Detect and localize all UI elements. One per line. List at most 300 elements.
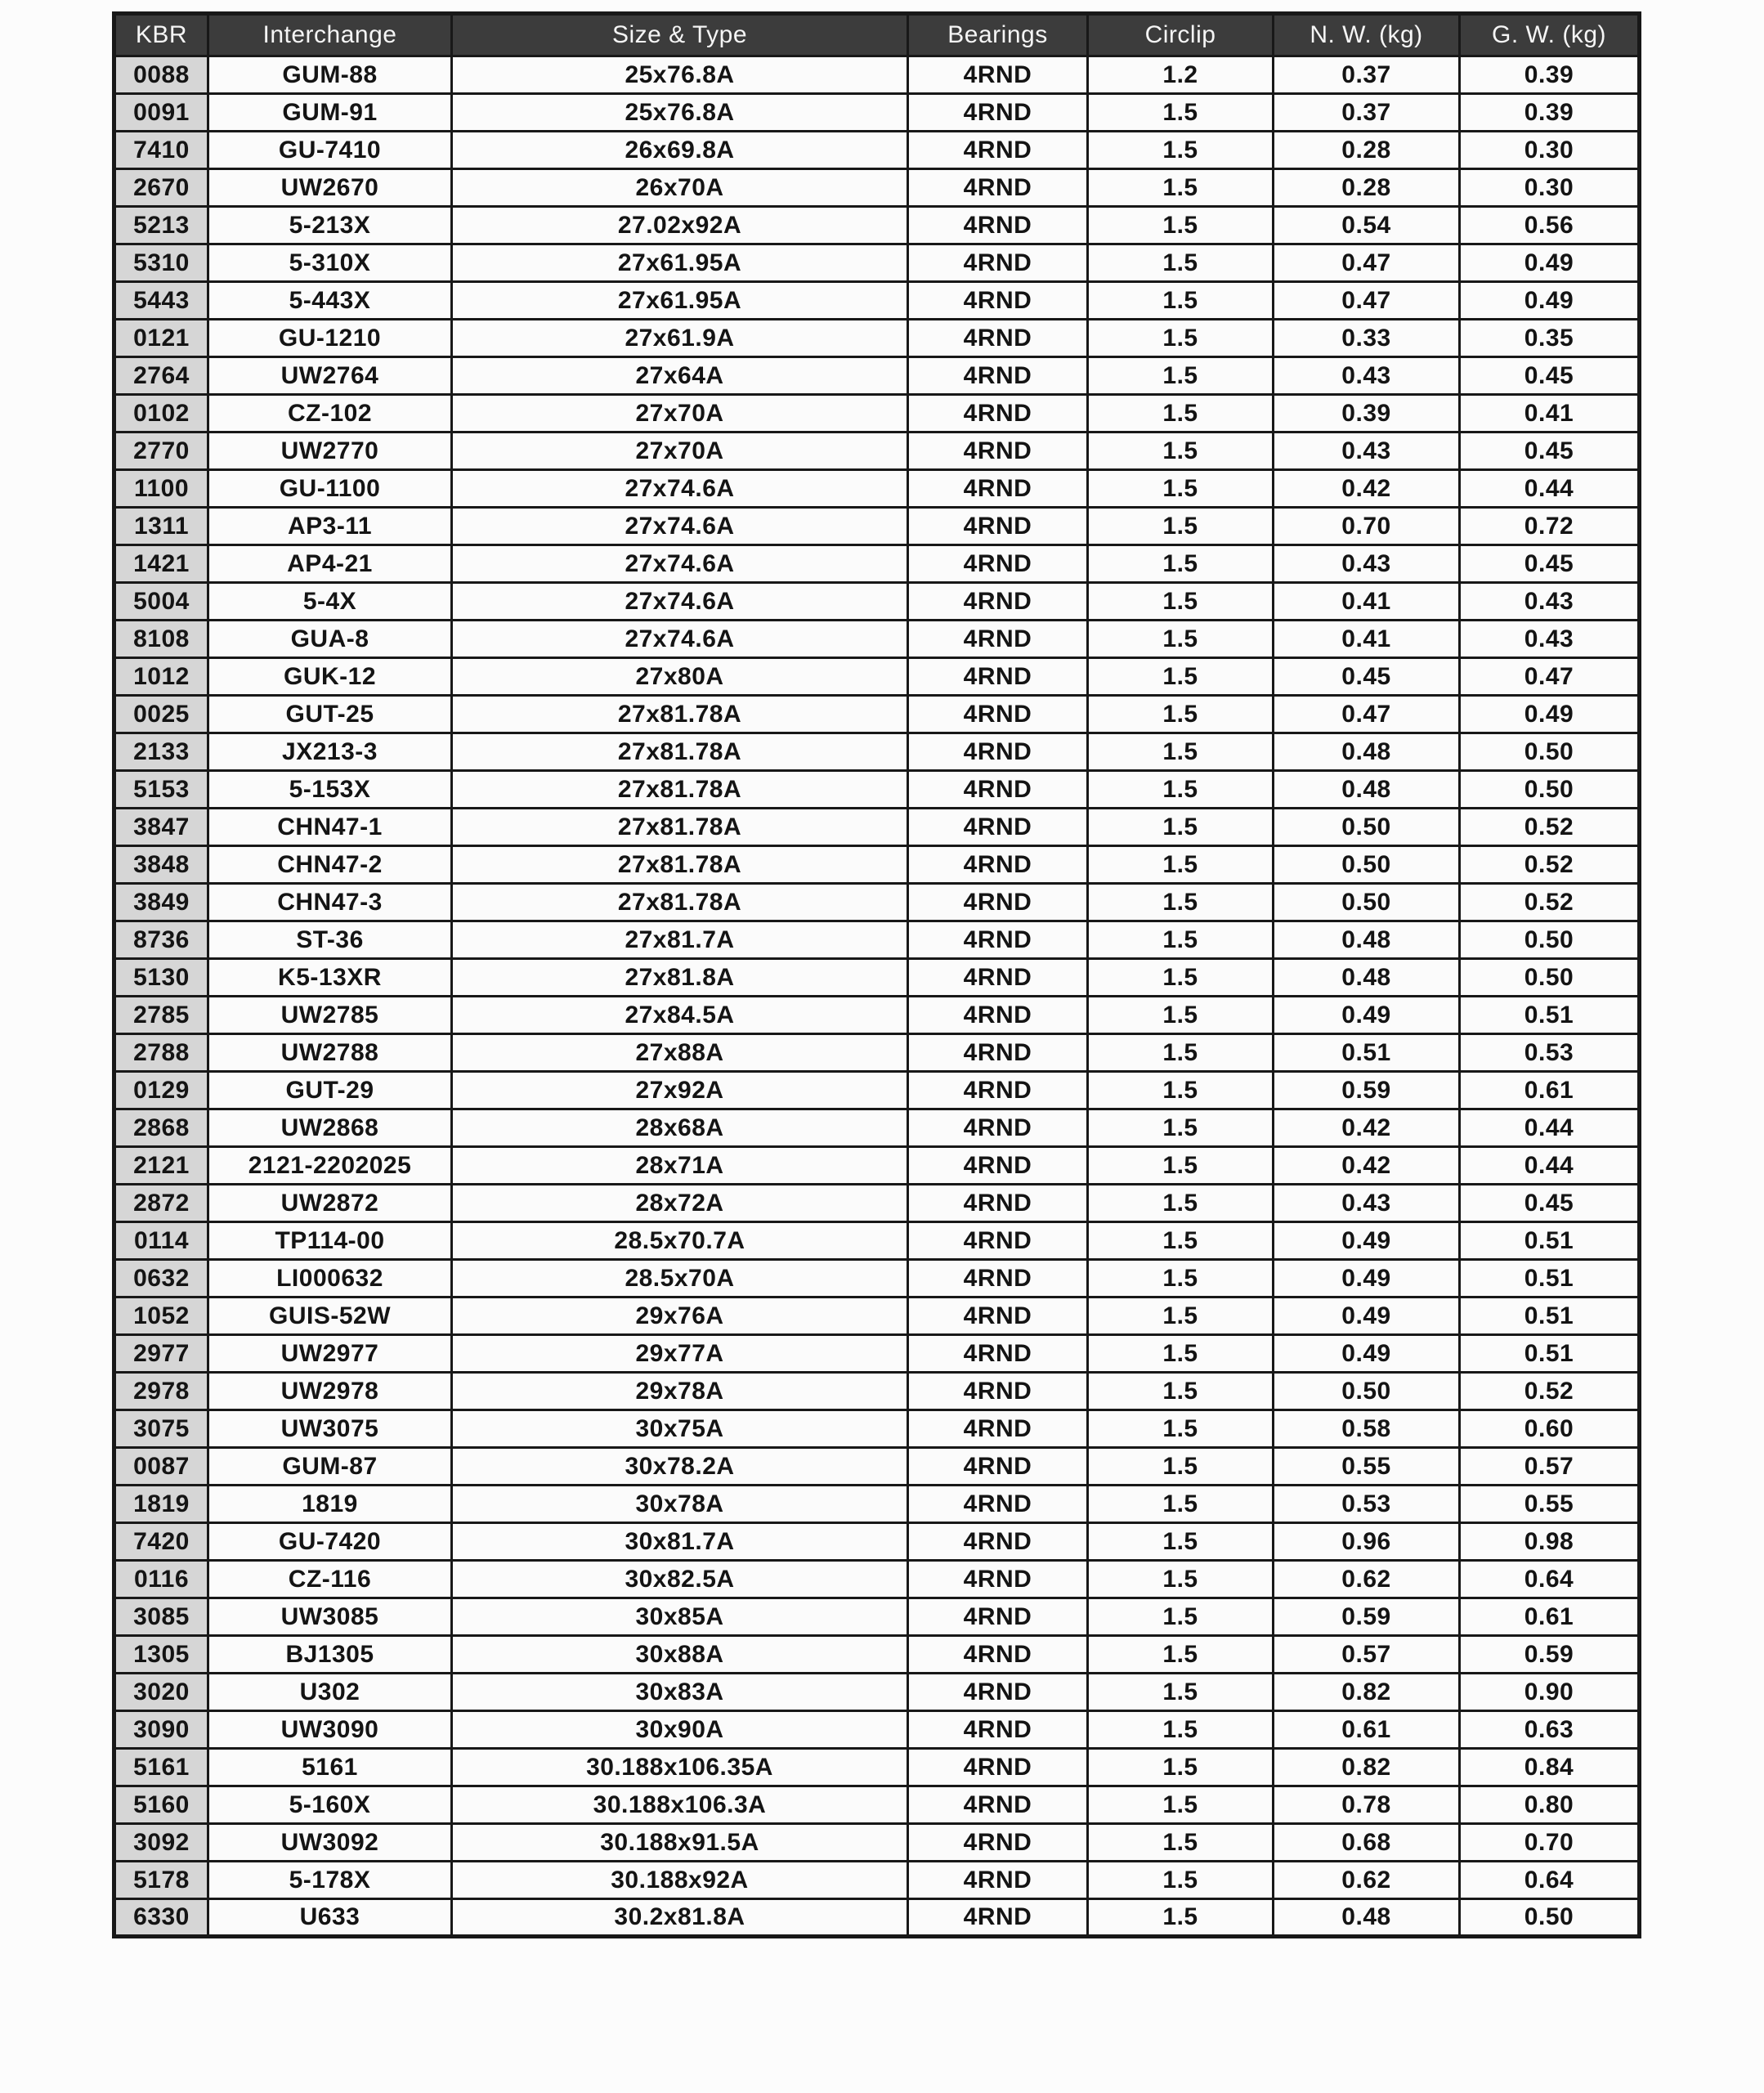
table-header <box>114 14 1640 56</box>
cell-interchange: CZ-102 <box>208 395 452 432</box>
cell-circlip: 1.5 <box>1088 959 1274 997</box>
cell-interchange: GUT-25 <box>208 696 452 733</box>
cell-kbr: 0087 <box>114 1448 208 1486</box>
cell-gw_kg: 0.49 <box>1460 696 1640 733</box>
table-row <box>114 1711 1640 1749</box>
cell-nw_kg: 0.48 <box>1274 1899 1460 1937</box>
cell-nw_kg: 0.50 <box>1274 846 1460 884</box>
cell-circlip: 1.5 <box>1088 733 1274 771</box>
table-row <box>114 169 1640 207</box>
table-row <box>114 1373 1640 1410</box>
cell-size_type: 26x70A <box>452 169 908 207</box>
table-row <box>114 921 1640 959</box>
cell-nw_kg: 0.59 <box>1274 1598 1460 1636</box>
cell-kbr: 0088 <box>114 56 208 94</box>
cell-nw_kg: 0.42 <box>1274 1147 1460 1185</box>
cell-circlip: 1.5 <box>1088 207 1274 244</box>
table-row <box>114 1674 1640 1711</box>
cell-size_type: 27x81.78A <box>452 809 908 846</box>
cell-circlip: 1.5 <box>1088 884 1274 921</box>
cell-interchange: ST-36 <box>208 921 452 959</box>
cell-nw_kg: 0.43 <box>1274 357 1460 395</box>
cell-gw_kg: 0.50 <box>1460 921 1640 959</box>
cell-bearings: 4RND <box>908 1297 1088 1335</box>
cell-interchange: CHN47-1 <box>208 809 452 846</box>
cell-bearings: 4RND <box>908 1109 1088 1147</box>
table-row <box>114 1561 1640 1598</box>
table-row <box>114 1749 1640 1786</box>
cell-gw_kg: 0.57 <box>1460 1448 1640 1486</box>
cell-gw_kg: 0.50 <box>1460 771 1640 809</box>
table-row <box>114 432 1640 470</box>
cell-circlip: 1.5 <box>1088 1749 1274 1786</box>
cell-gw_kg: 0.43 <box>1460 583 1640 621</box>
cell-interchange: 5-178X <box>208 1862 452 1899</box>
cell-circlip: 1.5 <box>1088 244 1274 282</box>
cell-nw_kg: 0.55 <box>1274 1448 1460 1486</box>
cell-circlip: 1.5 <box>1088 1786 1274 1824</box>
cell-kbr: 3020 <box>114 1674 208 1711</box>
cell-interchange: UW2977 <box>208 1335 452 1373</box>
cell-gw_kg: 0.43 <box>1460 621 1640 658</box>
cell-circlip: 1.5 <box>1088 1523 1274 1561</box>
cell-gw_kg: 0.55 <box>1460 1486 1640 1523</box>
cell-gw_kg: 0.51 <box>1460 997 1640 1034</box>
cell-bearings: 4RND <box>908 169 1088 207</box>
cell-size_type: 25x76.8A <box>452 56 908 94</box>
cell-size_type: 29x78A <box>452 1373 908 1410</box>
cell-bearings: 4RND <box>908 1674 1088 1711</box>
cell-interchange: K5-13XR <box>208 959 452 997</box>
cell-bearings: 4RND <box>908 621 1088 658</box>
cell-size_type: 27x61.9A <box>452 320 908 357</box>
table-row <box>114 1185 1640 1222</box>
cell-nw_kg: 0.50 <box>1274 884 1460 921</box>
cell-bearings: 4RND <box>908 733 1088 771</box>
cell-interchange: 2121-2202025 <box>208 1147 452 1185</box>
cell-nw_kg: 0.49 <box>1274 1335 1460 1373</box>
table-row <box>114 1523 1640 1561</box>
cell-gw_kg: 0.59 <box>1460 1636 1640 1674</box>
cell-interchange: GU-1210 <box>208 320 452 357</box>
cell-nw_kg: 0.41 <box>1274 621 1460 658</box>
cell-circlip: 1.5 <box>1088 94 1274 132</box>
table-row <box>114 1636 1640 1674</box>
table-body <box>114 56 1640 1937</box>
cell-kbr: 2770 <box>114 432 208 470</box>
cell-interchange: GU-7410 <box>208 132 452 169</box>
cell-size_type: 30.2x81.8A <box>452 1899 908 1937</box>
table-row <box>114 395 1640 432</box>
cell-circlip: 1.5 <box>1088 470 1274 508</box>
cell-nw_kg: 0.62 <box>1274 1862 1460 1899</box>
cell-kbr: 5443 <box>114 282 208 320</box>
table-row <box>114 470 1640 508</box>
cell-kbr: 0114 <box>114 1222 208 1260</box>
cell-gw_kg: 0.64 <box>1460 1561 1640 1598</box>
cell-gw_kg: 0.98 <box>1460 1523 1640 1561</box>
cell-bearings: 4RND <box>908 1373 1088 1410</box>
cell-interchange: JX213-3 <box>208 733 452 771</box>
cell-kbr: 0121 <box>114 320 208 357</box>
cell-kbr: 6330 <box>114 1899 208 1937</box>
table-row <box>114 1448 1640 1486</box>
cell-circlip: 1.5 <box>1088 809 1274 846</box>
cell-interchange: 5-310X <box>208 244 452 282</box>
cell-size_type: 30x88A <box>452 1636 908 1674</box>
cell-gw_kg: 0.64 <box>1460 1862 1640 1899</box>
cell-size_type: 30.188x106.35A <box>452 1749 908 1786</box>
table-row <box>114 997 1640 1034</box>
cell-nw_kg: 0.50 <box>1274 809 1460 846</box>
cell-circlip: 1.5 <box>1088 1222 1274 1260</box>
cell-interchange: 5-4X <box>208 583 452 621</box>
cell-gw_kg: 0.51 <box>1460 1297 1640 1335</box>
cell-interchange: GUK-12 <box>208 658 452 696</box>
cell-kbr: 1421 <box>114 545 208 583</box>
cell-size_type: 27x92A <box>452 1072 908 1109</box>
cell-nw_kg: 0.54 <box>1274 207 1460 244</box>
cell-bearings: 4RND <box>908 1523 1088 1561</box>
column-header-gw_kg: G. W. (kg) <box>1460 14 1640 56</box>
cell-bearings: 4RND <box>908 771 1088 809</box>
cell-kbr: 5213 <box>114 207 208 244</box>
cell-circlip: 1.5 <box>1088 771 1274 809</box>
table-row <box>114 658 1640 696</box>
cell-bearings: 4RND <box>908 1824 1088 1862</box>
cell-nw_kg: 0.47 <box>1274 244 1460 282</box>
cell-kbr: 7420 <box>114 1523 208 1561</box>
cell-bearings: 4RND <box>908 696 1088 733</box>
cell-kbr: 1100 <box>114 470 208 508</box>
cell-size_type: 28x71A <box>452 1147 908 1185</box>
cell-nw_kg: 0.48 <box>1274 921 1460 959</box>
cell-size_type: 30.188x91.5A <box>452 1824 908 1862</box>
cell-kbr: 0632 <box>114 1260 208 1297</box>
cell-circlip: 1.5 <box>1088 1636 1274 1674</box>
cell-kbr: 0025 <box>114 696 208 733</box>
cell-kbr: 5004 <box>114 583 208 621</box>
cell-bearings: 4RND <box>908 1862 1088 1899</box>
cell-bearings: 4RND <box>908 94 1088 132</box>
table-row <box>114 1862 1640 1899</box>
cell-circlip: 1.5 <box>1088 1899 1274 1937</box>
cell-nw_kg: 0.61 <box>1274 1711 1460 1749</box>
cell-bearings: 4RND <box>908 583 1088 621</box>
cell-nw_kg: 0.37 <box>1274 56 1460 94</box>
cell-circlip: 1.5 <box>1088 1486 1274 1523</box>
cell-nw_kg: 0.58 <box>1274 1410 1460 1448</box>
cell-size_type: 30x82.5A <box>452 1561 908 1598</box>
cell-kbr: 1012 <box>114 658 208 696</box>
cell-kbr: 2977 <box>114 1335 208 1373</box>
cell-circlip: 1.5 <box>1088 395 1274 432</box>
table-row <box>114 1034 1640 1072</box>
cell-interchange: 5-153X <box>208 771 452 809</box>
cell-nw_kg: 0.68 <box>1274 1824 1460 1862</box>
cell-gw_kg: 0.30 <box>1460 169 1640 207</box>
cell-circlip: 1.5 <box>1088 1410 1274 1448</box>
cell-interchange: GUM-91 <box>208 94 452 132</box>
cell-size_type: 27x81.78A <box>452 733 908 771</box>
cell-kbr: 0129 <box>114 1072 208 1109</box>
table-row <box>114 1260 1640 1297</box>
cell-gw_kg: 0.45 <box>1460 432 1640 470</box>
cell-kbr: 2133 <box>114 733 208 771</box>
cell-nw_kg: 0.78 <box>1274 1786 1460 1824</box>
cell-bearings: 4RND <box>908 545 1088 583</box>
column-header-interchange: Interchange <box>208 14 452 56</box>
cell-circlip: 1.5 <box>1088 132 1274 169</box>
cell-kbr: 3092 <box>114 1824 208 1862</box>
cell-size_type: 30x85A <box>452 1598 908 1636</box>
table-row <box>114 621 1640 658</box>
cell-interchange: UW3075 <box>208 1410 452 1448</box>
cell-gw_kg: 0.80 <box>1460 1786 1640 1824</box>
table-row <box>114 959 1640 997</box>
cell-gw_kg: 0.61 <box>1460 1072 1640 1109</box>
cell-gw_kg: 0.39 <box>1460 56 1640 94</box>
cell-kbr: 2764 <box>114 357 208 395</box>
cell-gw_kg: 0.72 <box>1460 508 1640 545</box>
cell-size_type: 27x64A <box>452 357 908 395</box>
cell-kbr: 2670 <box>114 169 208 207</box>
cell-interchange: UW2788 <box>208 1034 452 1072</box>
cell-circlip: 1.5 <box>1088 1109 1274 1147</box>
cell-gw_kg: 0.63 <box>1460 1711 1640 1749</box>
cell-nw_kg: 0.50 <box>1274 1373 1460 1410</box>
cell-nw_kg: 0.33 <box>1274 320 1460 357</box>
cell-size_type: 27.02x92A <box>452 207 908 244</box>
cell-interchange: UW2770 <box>208 432 452 470</box>
cell-size_type: 27x70A <box>452 395 908 432</box>
cell-kbr: 3090 <box>114 1711 208 1749</box>
cell-bearings: 4RND <box>908 432 1088 470</box>
cell-size_type: 28x72A <box>452 1185 908 1222</box>
cell-interchange: LI000632 <box>208 1260 452 1297</box>
cell-gw_kg: 0.47 <box>1460 658 1640 696</box>
cell-kbr: 1052 <box>114 1297 208 1335</box>
cell-interchange: GU-7420 <box>208 1523 452 1561</box>
cell-circlip: 1.5 <box>1088 1297 1274 1335</box>
cell-circlip: 1.5 <box>1088 1824 1274 1862</box>
cell-bearings: 4RND <box>908 207 1088 244</box>
table-row <box>114 1486 1640 1523</box>
column-header-bearings: Bearings <box>908 14 1088 56</box>
cell-nw_kg: 0.43 <box>1274 545 1460 583</box>
cell-bearings: 4RND <box>908 1636 1088 1674</box>
table-row <box>114 508 1640 545</box>
cell-interchange: CHN47-2 <box>208 846 452 884</box>
cell-interchange: UW2670 <box>208 169 452 207</box>
cell-size_type: 27x84.5A <box>452 997 908 1034</box>
cell-size_type: 27x81.7A <box>452 921 908 959</box>
cell-size_type: 30x75A <box>452 1410 908 1448</box>
cell-gw_kg: 0.50 <box>1460 959 1640 997</box>
cell-size_type: 29x77A <box>452 1335 908 1373</box>
cell-nw_kg: 0.39 <box>1274 395 1460 432</box>
cell-nw_kg: 0.49 <box>1274 1222 1460 1260</box>
cell-size_type: 28.5x70.7A <box>452 1222 908 1260</box>
cell-kbr: 2868 <box>114 1109 208 1147</box>
cell-nw_kg: 0.96 <box>1274 1523 1460 1561</box>
cell-bearings: 4RND <box>908 1448 1088 1486</box>
cell-kbr: 8736 <box>114 921 208 959</box>
cell-bearings: 4RND <box>908 1598 1088 1636</box>
cell-gw_kg: 0.45 <box>1460 357 1640 395</box>
table-row <box>114 244 1640 282</box>
cell-nw_kg: 0.59 <box>1274 1072 1460 1109</box>
cell-size_type: 27x61.95A <box>452 282 908 320</box>
cell-size_type: 25x76.8A <box>452 94 908 132</box>
cell-bearings: 4RND <box>908 470 1088 508</box>
cell-bearings: 4RND <box>908 282 1088 320</box>
cell-kbr: 1311 <box>114 508 208 545</box>
cell-kbr: 5130 <box>114 959 208 997</box>
cell-interchange: GUT-29 <box>208 1072 452 1109</box>
cell-size_type: 27x80A <box>452 658 908 696</box>
cell-bearings: 4RND <box>908 1561 1088 1598</box>
cell-bearings: 4RND <box>908 1072 1088 1109</box>
cell-gw_kg: 0.90 <box>1460 1674 1640 1711</box>
cell-circlip: 1.5 <box>1088 1373 1274 1410</box>
cell-gw_kg: 0.53 <box>1460 1034 1640 1072</box>
cell-nw_kg: 0.45 <box>1274 658 1460 696</box>
cell-size_type: 28x68A <box>452 1109 908 1147</box>
cell-size_type: 30x78A <box>452 1486 908 1523</box>
cell-gw_kg: 0.84 <box>1460 1749 1640 1786</box>
cell-size_type: 30x83A <box>452 1674 908 1711</box>
table-row <box>114 282 1640 320</box>
cell-kbr: 5178 <box>114 1862 208 1899</box>
cell-gw_kg: 0.52 <box>1460 1373 1640 1410</box>
cell-bearings: 4RND <box>908 1335 1088 1373</box>
cell-interchange: 5-213X <box>208 207 452 244</box>
table-row <box>114 357 1640 395</box>
cell-gw_kg: 0.45 <box>1460 1185 1640 1222</box>
column-header-size_type: Size & Type <box>452 14 908 56</box>
cell-circlip: 1.5 <box>1088 921 1274 959</box>
cell-interchange: UW2978 <box>208 1373 452 1410</box>
cell-bearings: 4RND <box>908 1185 1088 1222</box>
cell-interchange: GUM-87 <box>208 1448 452 1486</box>
column-header-circlip: Circlip <box>1088 14 1274 56</box>
cell-nw_kg: 0.41 <box>1274 583 1460 621</box>
table-row <box>114 1072 1640 1109</box>
cell-size_type: 27x74.6A <box>452 583 908 621</box>
cell-circlip: 1.5 <box>1088 1072 1274 1109</box>
cell-bearings: 4RND <box>908 508 1088 545</box>
cell-interchange: CZ-116 <box>208 1561 452 1598</box>
cell-interchange: GUM-88 <box>208 56 452 94</box>
cell-gw_kg: 0.44 <box>1460 1147 1640 1185</box>
table-row <box>114 320 1640 357</box>
cell-interchange: TP114-00 <box>208 1222 452 1260</box>
cell-size_type: 27x81.78A <box>452 696 908 733</box>
table-row <box>114 696 1640 733</box>
cell-kbr: 0116 <box>114 1561 208 1598</box>
cell-circlip: 1.5 <box>1088 320 1274 357</box>
cell-size_type: 30x81.7A <box>452 1523 908 1561</box>
table-row <box>114 94 1640 132</box>
column-header-kbr: KBR <box>114 14 208 56</box>
cell-circlip: 1.5 <box>1088 1598 1274 1636</box>
cell-gw_kg: 0.51 <box>1460 1335 1640 1373</box>
cell-size_type: 27x81.78A <box>452 771 908 809</box>
cell-nw_kg: 0.37 <box>1274 94 1460 132</box>
cell-interchange: 5161 <box>208 1749 452 1786</box>
cell-circlip: 1.5 <box>1088 658 1274 696</box>
cell-bearings: 4RND <box>908 921 1088 959</box>
cell-gw_kg: 0.51 <box>1460 1260 1640 1297</box>
cell-nw_kg: 0.82 <box>1274 1674 1460 1711</box>
cell-interchange: U302 <box>208 1674 452 1711</box>
cell-interchange: U633 <box>208 1899 452 1937</box>
cell-size_type: 30x90A <box>452 1711 908 1749</box>
cell-circlip: 1.5 <box>1088 621 1274 658</box>
cell-interchange: UW3092 <box>208 1824 452 1862</box>
cell-kbr: 2785 <box>114 997 208 1034</box>
cell-bearings: 4RND <box>908 1034 1088 1072</box>
cell-nw_kg: 0.28 <box>1274 132 1460 169</box>
cell-bearings: 4RND <box>908 1147 1088 1185</box>
cell-gw_kg: 0.51 <box>1460 1222 1640 1260</box>
cell-circlip: 1.5 <box>1088 545 1274 583</box>
table-row <box>114 1598 1640 1636</box>
cell-interchange: GUA-8 <box>208 621 452 658</box>
cell-kbr: 8108 <box>114 621 208 658</box>
cell-size_type: 30.188x92A <box>452 1862 908 1899</box>
cell-kbr: 5160 <box>114 1786 208 1824</box>
cell-bearings: 4RND <box>908 395 1088 432</box>
cell-kbr: 3075 <box>114 1410 208 1448</box>
cell-nw_kg: 0.70 <box>1274 508 1460 545</box>
cell-gw_kg: 0.35 <box>1460 320 1640 357</box>
cell-bearings: 4RND <box>908 959 1088 997</box>
cell-kbr: 5161 <box>114 1749 208 1786</box>
cell-kbr: 0102 <box>114 395 208 432</box>
cell-circlip: 1.2 <box>1088 56 1274 94</box>
cell-bearings: 4RND <box>908 1486 1088 1523</box>
cell-size_type: 30x78.2A <box>452 1448 908 1486</box>
cell-size_type: 27x81.78A <box>452 884 908 921</box>
table-row <box>114 1410 1640 1448</box>
cell-bearings: 4RND <box>908 846 1088 884</box>
cell-nw_kg: 0.48 <box>1274 959 1460 997</box>
cell-interchange: UW3085 <box>208 1598 452 1636</box>
cell-interchange: CHN47-3 <box>208 884 452 921</box>
cell-gw_kg: 0.30 <box>1460 132 1640 169</box>
cell-interchange: UW3090 <box>208 1711 452 1749</box>
cell-kbr: 3085 <box>114 1598 208 1636</box>
cell-gw_kg: 0.49 <box>1460 244 1640 282</box>
cell-circlip: 1.5 <box>1088 508 1274 545</box>
cell-gw_kg: 0.44 <box>1460 470 1640 508</box>
cell-nw_kg: 0.49 <box>1274 1260 1460 1297</box>
cell-circlip: 1.5 <box>1088 282 1274 320</box>
cell-interchange: 5-443X <box>208 282 452 320</box>
cell-circlip: 1.5 <box>1088 1862 1274 1899</box>
cell-nw_kg: 0.43 <box>1274 432 1460 470</box>
cell-nw_kg: 0.62 <box>1274 1561 1460 1598</box>
cell-size_type: 26x69.8A <box>452 132 908 169</box>
cell-size_type: 27x74.6A <box>452 470 908 508</box>
cell-circlip: 1.5 <box>1088 1034 1274 1072</box>
table-row <box>114 1899 1640 1937</box>
cell-size_type: 27x88A <box>452 1034 908 1072</box>
cell-circlip: 1.5 <box>1088 1561 1274 1598</box>
cell-gw_kg: 0.41 <box>1460 395 1640 432</box>
